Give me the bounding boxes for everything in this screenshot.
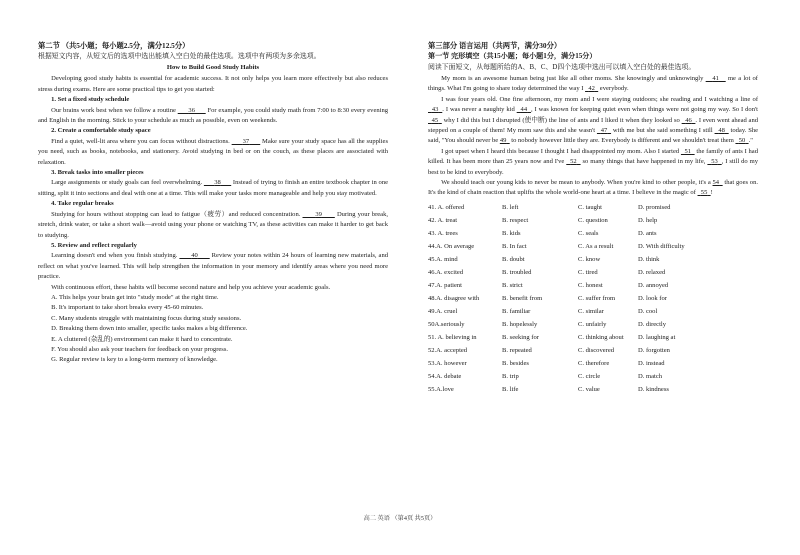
blank-48: 48 [718,127,725,135]
blank-46: 46 [685,116,692,124]
blank-39: 39 [315,210,322,218]
question-row: 47.A. patient B. strict C. honest D. annoyed [428,281,669,289]
question-row: 53.A. however B. besides C. therefore D. instead [428,359,665,367]
closing-paragraph: With continuous effort, these habits will become second nature and help you achieve your academic goals. [51,283,331,291]
question-row: 45.A. mind B. doubt C. know D. think [428,255,660,263]
point-heading: 4. Take regular breaks [51,200,114,208]
option-line: G. Regular review is key to a long-term memory of knowledge. [51,356,218,364]
point-paragraph: Studying for hours without stopping can lead to fatigue（疲劳）and reduced concentration. 39 During your break, stretch, drink water, or take a short walk—avoid using your phone or watching TV, as these activities can make it harder to get back to studying. [38,210,388,239]
blank-52: 52 [570,158,577,166]
question-row: 43. A. trees B. kids C. seals D. ants [428,229,657,237]
option-line: C. Many students struggle with maintaining focus during study sessions. [51,314,242,322]
instruction-text: 根据短文内容，从短文后的选项中选出能填入空白处的最佳选项。选项中有两项为多余选项。 [38,53,321,60]
point-paragraph: Large assignments or study goals can feel overwhelming. 38 Instead of trying to finish an entire textbook chapter in one sitting, split it into sections and deal with one at a time. This will make your tasks more manageable and help you stay motivated. [38,179,388,197]
blank-41: 41 [712,75,719,82]
blank-38: 38 [214,179,221,187]
passage-title: How to Build Good Study Habits [166,64,260,71]
option-line: B. It's important to take short breaks every 45-60 minutes. [51,304,204,312]
blank-49: 49 [499,137,507,145]
blank-55: 55 [700,189,708,197]
right-column [428,40,758,396]
instruction-text: 阅读下面短文，从每题所给的A、B、C、D四个选项中选出可以填入空白处的最佳选项。 [428,64,696,71]
option-line: F. You should also ask your teachers for feedback on your progress. [51,345,229,353]
point-heading: 1. Set a fixed study schedule [51,96,130,104]
question-row: 50A.seriously B. hopelessly C. unfairly D. directly [428,320,666,328]
option-line: D. Breaking them down into smaller, specific tasks makes a big difference. [51,325,248,333]
question-row: 54.A. debate B. trip C. circle D. match [428,372,662,380]
left-column [38,40,388,366]
blank-50: 50 [738,137,746,145]
blank-45: 45 [431,116,439,124]
blank-37: 37 [242,137,250,145]
point-heading: 3. Break tasks into smaller pieces [51,169,144,177]
question-row: 55.A.love B. life C. value D. kindness [428,385,669,393]
point-heading: 5. Review and reflect regularly [51,241,137,249]
question-row: 48.A. disagree with B. benefit from C. suffer from D. look for [428,294,667,302]
question-row: 44.A. On average B. In fact C. As a result D. With difficulty [428,242,685,250]
blank-54: 54 [712,179,720,187]
question-row: 46.A. excited B. troubled C. tired D. relaxed [428,268,666,276]
blank-40: 40 [191,252,198,260]
intro-paragraph: Developing good study habits is essential for academic success. It not only helps you learn more effectively but also reduces stress during exams. Here are some practical tips to get you started: [38,75,388,93]
point-paragraph: Our brains work best when we follow a routine 36 For example, you could study math from 7:00 to 8:30 every evening and English in the morning. Stick to your schedule as much as possible, even on weekends. [38,106,389,125]
question-row: 42. A. treat B. respect C. question D. help [428,216,658,224]
blank-47: 47 [600,127,608,135]
question-row: 52.A. accepted B. repeated C. discovered D. forgotten [428,346,670,354]
blank-51: 51 [684,147,692,155]
question-options [428,201,758,396]
point-paragraph: Learning doesn't end when you finish studying. 40 Review your notes within 24 hours of learning new materials, and reflect on what you've learned. This will help strengthen the information in your memory and identify areas where you need more practice. [38,252,388,281]
cloze-paragraph: I was four years old. One fine afternoon, my mom and I were staying outdoors; she reading and I watching a line of 43 . I was never a naughty kid 44 , I was known for keeping quiet even when things were not going my way. So I don't 45 why I did this but I disrupted (使中断) the line of ants and I liked it when they looked so 46 . I even went ahead and stepped on a couple of them! My mom saw this and she wasn't 47 with me but she said something I still 48 today. She said, "You should never be 49 to nobody however little they are. Everybody is different and we shouldn't treat them 50 ." [428,95,759,145]
blank-44: 44 [520,106,528,114]
blank-36: 36 [188,106,195,114]
option-line: E. A cluttered (杂乱的) environment can make it hard to concentrate. [51,335,233,343]
question-row: 41. A. offered B. left C. taught D. promised [428,203,671,211]
cloze-paragraph: We should teach our young kids to never be mean to anybody. When you're kind to other people, it's a 54 that goes on. It's the kind of chain reaction that uplifts the whole world-one heart at a time. I believe in the magic of 55 ! [428,179,758,197]
cloze-paragraph: My mom is an awesome human being just like all other moms. She knowingly and unknowingly 41 me a lot of things. What I'm going to share today determined the way I 42 everybody. [428,75,758,93]
question-row: 51. A. believing in B. seeking for C. thinking about D. laughing at [428,333,676,341]
blank-43: 43 [431,106,439,114]
section-heading: 第一节 完形填空（共15小题；每小题1分，满分15分） [428,52,597,60]
point-heading: 2. Create a comfortable study space [51,127,151,135]
question-row: 49.A. cruel B. familiar C. similar D. cool [428,307,658,315]
blank-53: 53 [711,158,718,166]
page-footer: 高二 英语 （第4页 共5页） [363,515,437,522]
cloze-paragraph: I got upset when I heard this because I thought I had disappointed my mom. Also I started 51 the family of ants I had killed. It has been more than 25 years now and I've 52 so many things that have happened in my life, 53 , I still do my best to be kind to everybody. [428,147,758,176]
part-heading: 第三部分 语言运用（共两节，满分30分） [428,41,562,50]
blank-42: 42 [588,85,595,93]
section-heading: 第二节 （共5小题；每小题2.5分，满分12.5分） [38,41,190,50]
point-paragraph: Find a quiet, well-lit area where you can focus without distractions. 37 Make sure your study space has all the supplies you need, such as books, notebooks, and stationery. Avoid studying in bed or on the couch, as these places are associated with relaxation. [38,137,389,166]
option-line: A. This helps your brain get into "study mode" at the right time. [51,293,219,301]
